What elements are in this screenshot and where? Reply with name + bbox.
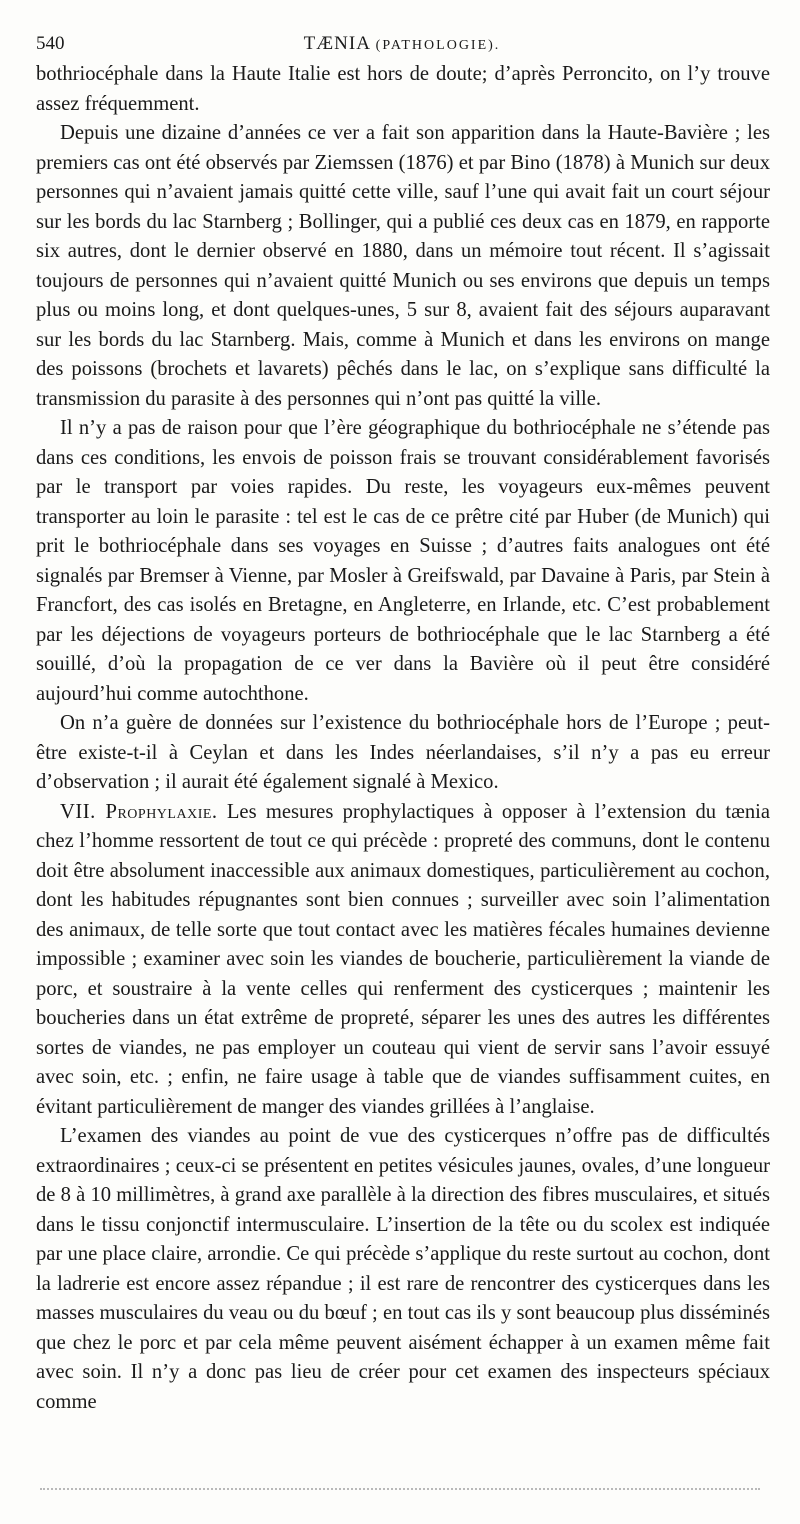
paragraph: Depuis une dizaine d’années ce ver a fait son apparition dans la Haute-Bavière ; les premiers cas ont été observés par Ziemssen (1876) et par Bino (1878) à Munich sur deux personnes qui n’avaient jamais quitté cette ville, sauf l’une qui avait fait un court séjour sur les bords du lac Starnberg ; Bollinger, qui a publié ces deux cas en 1879, en rapporte six autres, dont le dernier observé en 1880, dans un mémoire tout récent. Il s’agissait toujours de personnes qui n’avaient quitté Munich ou ses environs que depuis un temps plus ou moins long, et dont quelques-unes, 5 sur 8, avaient fait des séjours auparavant sur les bords du lac Starnberg. Mais, comme à Munich et dans les environs on mange des poissons (brochets et lavarets) pêchés dans le lac, on s’explique sans difficulté la transmission du parasite à des personnes qui n’ont pas quitté la ville. bbox=[36, 122, 770, 410]
paragraph: bothriocéphale dans la Haute Italie est hors de doute; d’après Perroncito, on l’y trouve assez fréquemment. bbox=[36, 63, 770, 115]
paragraph: Il n’y a pas de raison pour que l’ère géographique du bothriocéphale ne s’étende pas dans ces conditions, les envois de poisson frais se trouvant considérablement favorisés par le transport par voies rapides. Du reste, les voyageurs eux-mêmes peuvent transporter au loin le parasite : tel est le cas de ce prêtre cité par Huber (de Munich) qui prit le bothriocéphale dans ses voyages en Suisse ; d’autres faits analogues ont été signalés par Bremser à Vienne, par Mosler à Greifswald, par Davaine à Paris, par Stein à Francfort, des cas isolés en Bretagne, en Angleterre, en Irlande, etc. C’est probablement par les déjections de voyageurs porteurs de bothriocéphale que le lac Starnberg a été souillé, d’où la propagation de ce ver dans la Bavière où il peut être considéré aujourd’hui comme autochthone. bbox=[36, 417, 770, 705]
section-paragraph bbox=[36, 798, 770, 1123]
running-title bbox=[36, 30, 768, 60]
running-header bbox=[36, 30, 768, 58]
section-heading: VII. Prophylaxie. bbox=[60, 800, 218, 823]
header-title: TÆNIA bbox=[303, 33, 370, 54]
header-subtitle: (PATHOLOGIE). bbox=[375, 38, 501, 53]
paragraph: L’examen des viandes au point de vue des cysticerques n’offre pas de difficultés extraordinaires ; ceux-ci se présentent en petites vésicules jaunes, ovales, d’une longueur de 8 à 10 millimètres, à grand axe parallèle à la direction des fibres musculaires, et situés dans le tissu conjonctif intermusculaire. L’insertion de la tête ou du scolex est indiquée par une place claire, arrondie. Ce qui précède s’applique du reste surtout au cochon, dont la ladrerie est encore assez répandue ; il est rare de rencontrer des cysticerques dans les masses musculaires du veau ou du bœuf ; en tout cas ils y sont beaucoup plus disséminés que chez le porc et par cela même peuvent aisément échapper à un examen même fait avec soin. Il n’y a donc pas lieu de créer pour cet examen des inspecteurs spéciaux comme bbox=[36, 1125, 770, 1413]
body-text bbox=[36, 60, 770, 1417]
section-text: Les mesures prophylactiques à opposer à l’extension du tænia chez l’homme ressortent de tout ce qui précède : propreté des communs, dont le contenu doit être absolument inaccessible aux animaux domestiques, particulièrement au cochon, dont les habitudes répugnantes sont bien connues ; surveiller avec soin l’alimentation des animaux, de telle sorte que tout contact avec les matières fécales humaines devienne impossible ; examiner avec soin les viandes de boucherie, particulièrement la viande de porc, et soustraire à la vente celles qui renferment des cysticerques ; maintenir les boucheries dans un état extrême de propreté, séparer les unes des autres les différentes sortes de viandes, ne pas employer un couteau qui vient de servir sans l’avoir essuyé avec soin, etc. ; enfin, ne faire usage à table que de viandes suffisamment cuites, en évitant particulièrement de manger des viandes grillées à l’anglaise. bbox=[36, 800, 770, 1118]
paragraph: On n’a guère de données sur l’existence du bothriocéphale hors de l’Europe ; peut-être existe-t-il à Ceylan et dans les Indes néerlandaises, s’il n’y a pas eu erreur d’observation ; il aurait été également signalé à Mexico. bbox=[36, 712, 770, 793]
page-number: 540 bbox=[36, 33, 65, 54]
footer-dotted-rule bbox=[40, 1488, 760, 1494]
